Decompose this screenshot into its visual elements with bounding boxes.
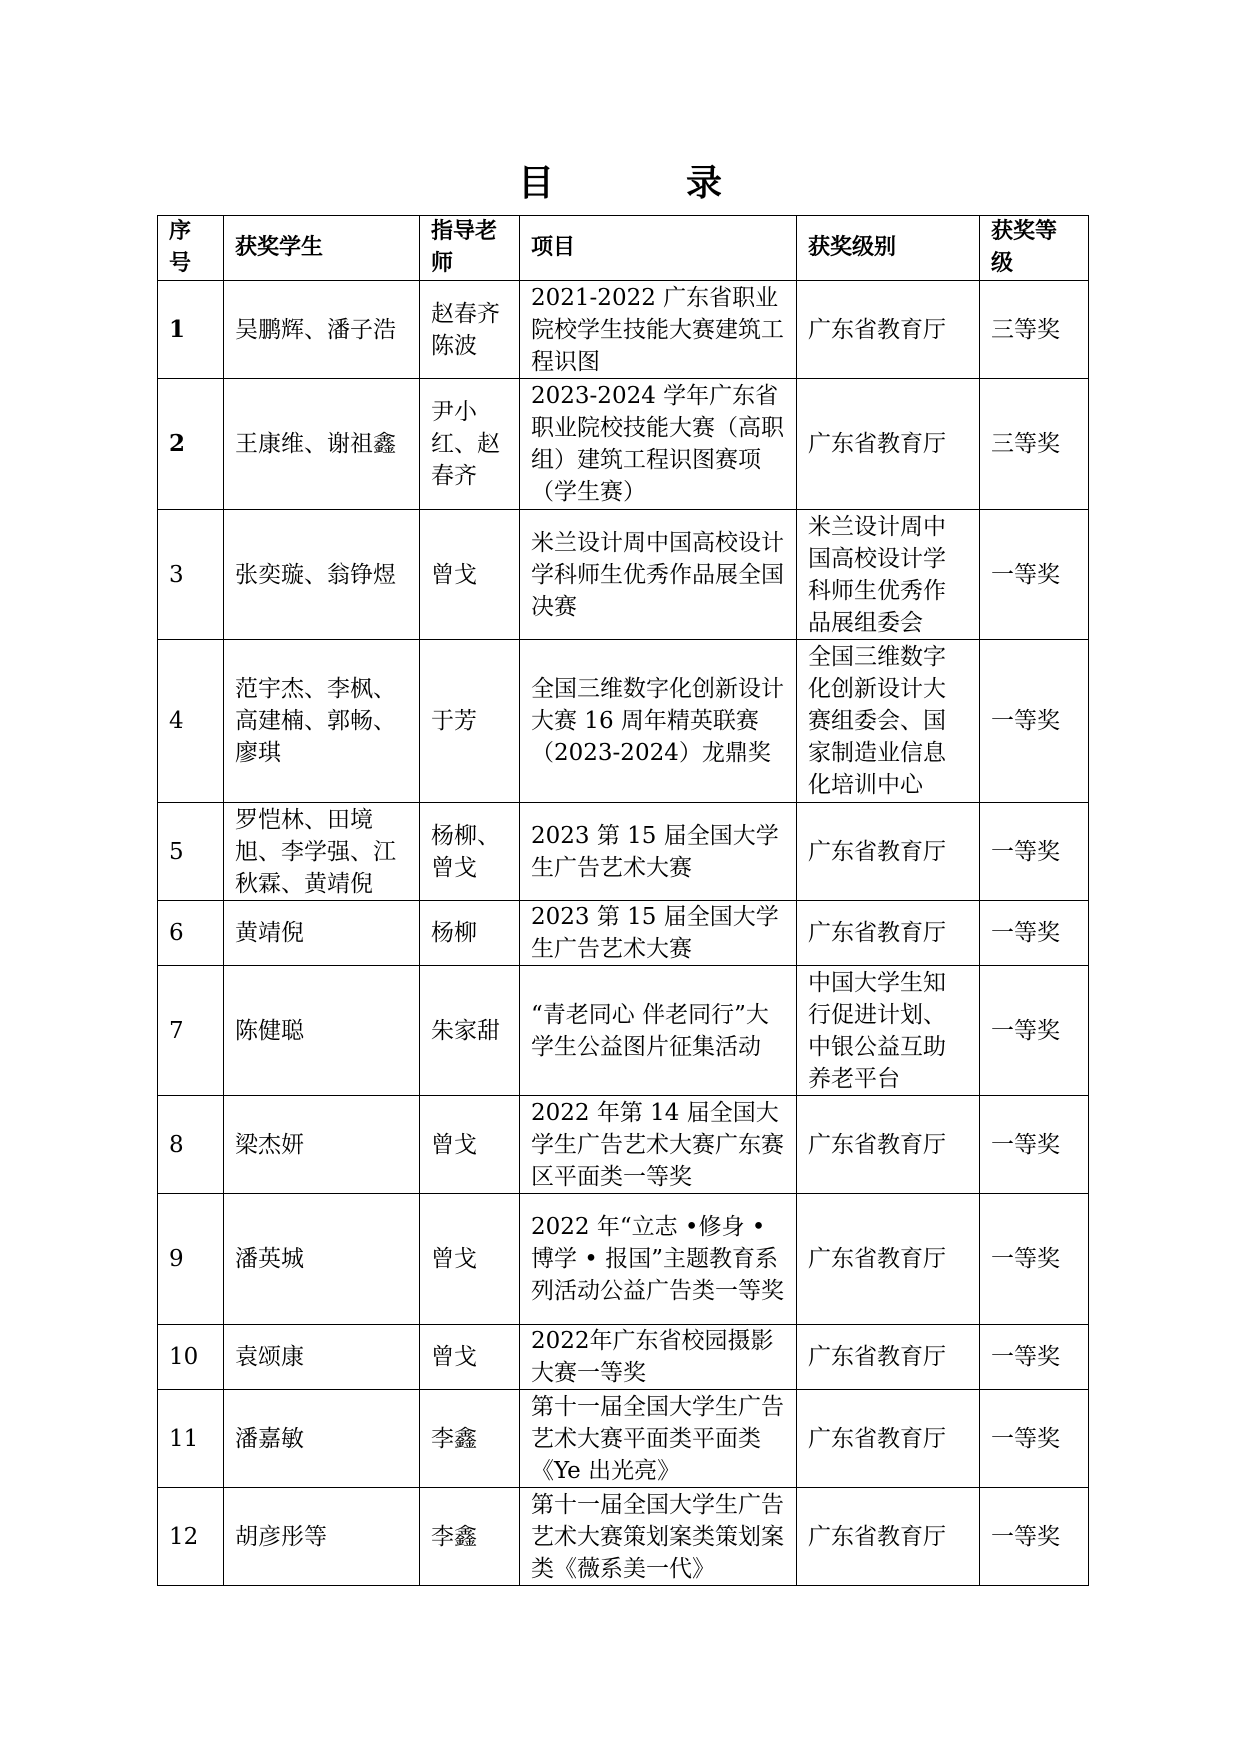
row-project: 第十一届全国大学生广告艺术大赛策划案类策划案类《薇系美一代》 (520, 1488, 797, 1586)
row-students: 黄靖倪 (224, 901, 420, 966)
header-grade: 获奖等级 (980, 216, 1089, 281)
table-row (158, 510, 1089, 640)
row-teachers: 杨柳、曾戈 (420, 803, 520, 901)
row-grade: 一等奖 (980, 1096, 1089, 1194)
row-students: 罗恺林、田境旭、李学强、江秋霖、黄靖倪 (224, 803, 420, 901)
row-teachers: 于芳 (420, 640, 520, 803)
row-grade: 一等奖 (980, 510, 1089, 640)
row-project: 2022 年“立志 •修身 •博学 • 报国”主题教育系列活动公益广告类一等奖 (520, 1194, 797, 1325)
table-row (158, 1488, 1089, 1586)
header-level: 获奖级别 (797, 216, 980, 281)
row-grade: 三等奖 (980, 379, 1089, 510)
header-students: 获奖学生 (224, 216, 420, 281)
table-row (158, 379, 1089, 510)
row-project: 2023-2024 学年广东省职业院校技能大赛（高职组）建筑工程识图赛项（学生赛） (520, 379, 797, 510)
row-teachers: 李鑫 (420, 1390, 520, 1488)
row-level: 米兰设计周中国高校设计学科师生优秀作品展组委会 (797, 510, 980, 640)
row-number: 1 (158, 281, 224, 379)
row-grade: 一等奖 (980, 966, 1089, 1096)
row-students: 潘英城 (224, 1194, 420, 1325)
row-teachers: 赵春齐陈波 (420, 281, 520, 379)
table-row (158, 901, 1089, 966)
row-teachers: 李鑫 (420, 1488, 520, 1586)
row-level: 广东省教育厅 (797, 281, 980, 379)
row-number: 3 (158, 510, 224, 640)
row-number: 7 (158, 966, 224, 1096)
table-row (158, 1096, 1089, 1194)
row-level: 广东省教育厅 (797, 1488, 980, 1586)
row-students: 潘嘉敏 (224, 1390, 420, 1488)
table-row (158, 281, 1089, 379)
row-teachers: 曾戈 (420, 1325, 520, 1390)
table-row (158, 1194, 1089, 1325)
row-students: 陈健聪 (224, 966, 420, 1096)
header-number: 序号 (158, 216, 224, 281)
row-number: 6 (158, 901, 224, 966)
row-teachers: 杨柳 (420, 901, 520, 966)
row-number: 10 (158, 1325, 224, 1390)
row-teachers: 曾戈 (420, 1194, 520, 1325)
row-project: 米兰设计周中国高校设计学科师生优秀作品展全国决赛 (520, 510, 797, 640)
row-project: 第十一届全国大学生广告艺术大赛平面类平面类《Ye 出光亮》 (520, 1390, 797, 1488)
awards-table (157, 215, 1089, 1586)
table-header-row (158, 216, 1089, 281)
row-grade: 一等奖 (980, 1325, 1089, 1390)
row-level: 广东省教育厅 (797, 379, 980, 510)
row-number: 4 (158, 640, 224, 803)
page-title: 目 录 (517, 162, 770, 204)
row-level: 中国大学生知行促进计划、中银公益互助养老平台 (797, 966, 980, 1096)
row-students: 胡彦彤等 (224, 1488, 420, 1586)
row-grade: 一等奖 (980, 640, 1089, 803)
row-number: 9 (158, 1194, 224, 1325)
table-row (158, 966, 1089, 1096)
row-teachers: 朱家甜 (420, 966, 520, 1096)
row-number: 8 (158, 1096, 224, 1194)
row-project: “青老同心 伴老同行”大学生公益图片征集活动 (520, 966, 797, 1096)
row-students: 吴鹏辉、潘子浩 (224, 281, 420, 379)
header-project: 项目 (520, 216, 797, 281)
row-grade: 一等奖 (980, 1194, 1089, 1325)
row-students: 张奕璇、翁铮煜 (224, 510, 420, 640)
row-number: 2 (158, 379, 224, 510)
row-level: 广东省教育厅 (797, 1390, 980, 1488)
row-level: 广东省教育厅 (797, 1096, 980, 1194)
row-students: 梁杰妍 (224, 1096, 420, 1194)
row-project: 2022 年第 14 届全国大学生广告艺术大赛广东赛区平面类一等奖 (520, 1096, 797, 1194)
row-level: 广东省教育厅 (797, 1194, 980, 1325)
row-project: 2022年广东省校园摄影大赛一等奖 (520, 1325, 797, 1390)
row-level: 广东省教育厅 (797, 803, 980, 901)
row-number: 5 (158, 803, 224, 901)
table-row (158, 1325, 1089, 1390)
row-students: 袁颂康 (224, 1325, 420, 1390)
row-grade: 三等奖 (980, 281, 1089, 379)
table-row (158, 803, 1089, 901)
row-number: 12 (158, 1488, 224, 1586)
row-level: 全国三维数字化创新设计大赛组委会、国家制造业信息化培训中心 (797, 640, 980, 803)
row-project: 2021-2022 广东省职业院校学生技能大赛建筑工程识图 (520, 281, 797, 379)
row-number: 11 (158, 1390, 224, 1488)
row-teachers: 曾戈 (420, 510, 520, 640)
row-students: 王康维、谢祖鑫 (224, 379, 420, 510)
row-project: 2023 第 15 届全国大学生广告艺术大赛 (520, 803, 797, 901)
row-grade: 一等奖 (980, 901, 1089, 966)
row-teachers: 尹小红、赵春齐 (420, 379, 520, 510)
row-level: 广东省教育厅 (797, 901, 980, 966)
header-teachers: 指导老师 (420, 216, 520, 281)
table-row (158, 1390, 1089, 1488)
row-level: 广东省教育厅 (797, 1325, 980, 1390)
row-project: 全国三维数字化创新设计大赛 16 周年精英联赛（2023-2024）龙鼎奖 (520, 640, 797, 803)
row-grade: 一等奖 (980, 1488, 1089, 1586)
row-teachers: 曾戈 (420, 1096, 520, 1194)
row-students: 范宇杰、李枫、高建楠、郭畅、廖琪 (224, 640, 420, 803)
row-grade: 一等奖 (980, 803, 1089, 901)
table-row (158, 640, 1089, 803)
row-grade: 一等奖 (980, 1390, 1089, 1488)
row-project: 2023 第 15 届全国大学生广告艺术大赛 (520, 901, 797, 966)
